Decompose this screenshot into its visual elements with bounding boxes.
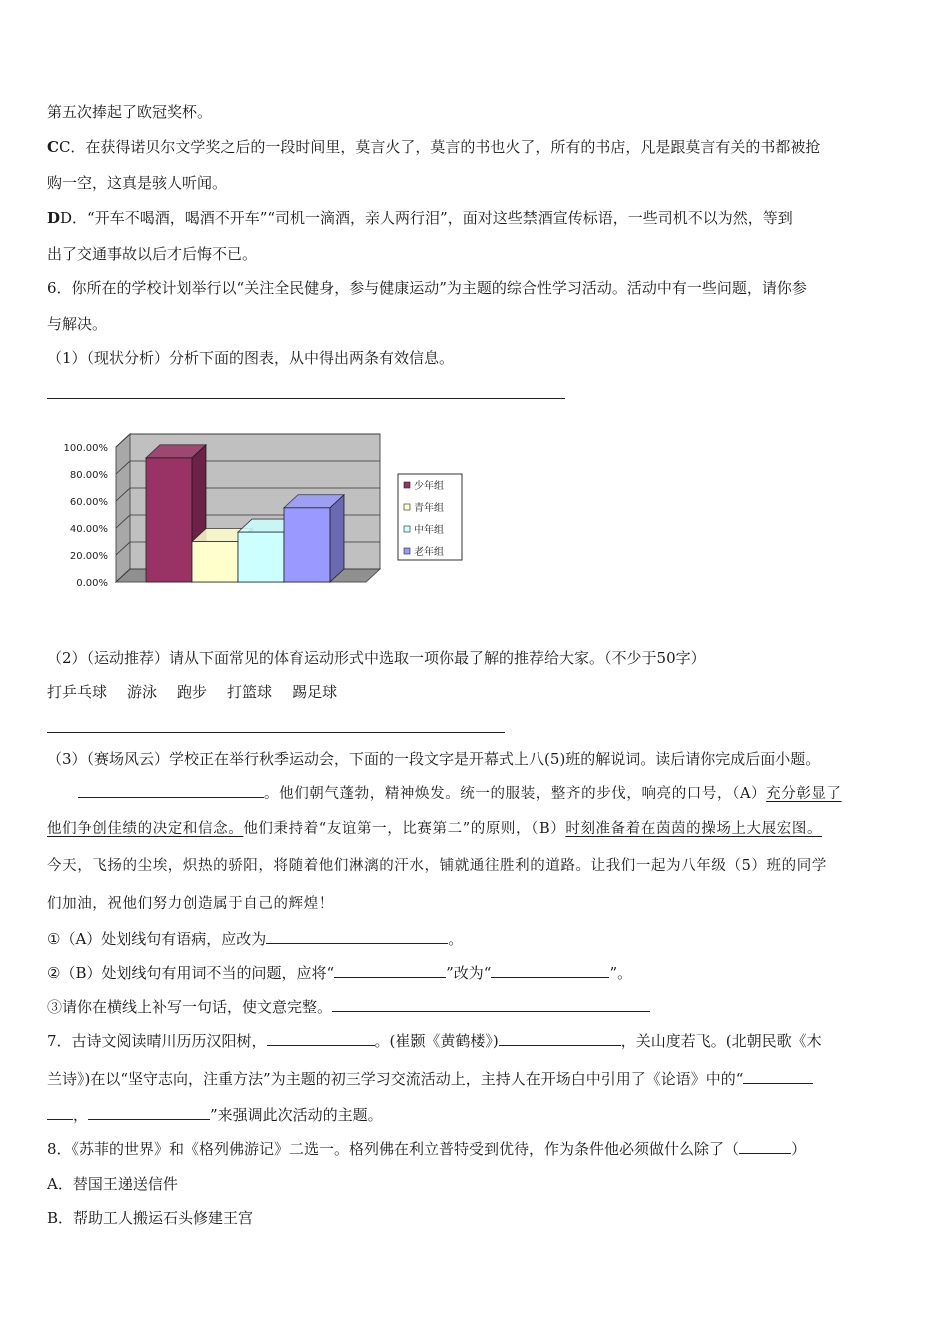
y-tick-label: 100.00% [63, 443, 108, 454]
question-7-line-2 [47, 1068, 813, 1090]
bar-front [192, 542, 238, 583]
sub-question-3-1 [47, 928, 463, 950]
passage-blank[interactable] [78, 783, 264, 798]
bar-front [238, 532, 284, 582]
q-text: ”。 [609, 964, 633, 982]
answer-line-2[interactable] [47, 732, 505, 733]
y-tick-label: 40.00% [69, 524, 108, 535]
y-tick-label: 0.00% [76, 578, 108, 589]
option-d-text: D．“开车不喝酒，喝酒不开车”“司机一滴酒，亲人两行泪”，面对这些禁酒宣传标语，一些司机不以为然，等到 [60, 209, 793, 227]
passage-line-1 [78, 783, 842, 805]
sub-question-2: （2）（运动推荐）请从下面常见的体育运动形式中选取一项你最了解的推荐给大家。（不少于50字） [47, 649, 706, 667]
option-c: CC．在获得诺贝尔文学奖之后的一段时间里，莫言火了，莫言的书也火了，所有的书店，凡是跟莫言有关的书都被抢 [47, 138, 821, 156]
answer-blank[interactable] [491, 963, 609, 978]
answer-blank[interactable] [266, 929, 448, 944]
sport-option: 游泳 [127, 683, 158, 701]
sport-options [47, 681, 357, 703]
bar-chart [40, 420, 480, 600]
q-text: 兰诗》)在以“坚守志向，注重方法”为主题的初三学习交流活动上，主持人在开场白中引用了《论语》中的“ [47, 1070, 744, 1088]
option-d-continuation: 出了交通事故以后才后悔不已。 [47, 245, 258, 263]
legend-swatch [404, 526, 410, 532]
underlined-sentence-b: 时刻准备着在茵茵的操场上大展宏图。 [565, 821, 823, 837]
sport-option: 踢足球 [292, 683, 338, 701]
answer-blank[interactable] [267, 1031, 375, 1046]
q-text: ③请你在横线上补写一句话，使文意完整。 [47, 998, 333, 1016]
y-tick-label: 60.00% [69, 497, 108, 508]
legend-label: 少年组 [414, 481, 444, 492]
question-7 [47, 1030, 822, 1052]
legend-swatch [404, 482, 410, 488]
legend-swatch [404, 504, 410, 510]
answer-blank[interactable] [88, 1105, 210, 1120]
sport-option: 跑步 [177, 683, 208, 701]
passage-text: 。他们朝气蓬勃，精神焕发。统一的服装，整齐的步伐，响亮的口号，（A） [264, 786, 767, 802]
sport-option: 打篮球 [227, 683, 273, 701]
q-text: ，关山度若飞。(北朝民歌《木 [620, 1032, 822, 1050]
passage-text: 他们秉持着“友谊第一，比赛第二”的原则，（B） [243, 821, 566, 837]
legend-label: 老年组 [414, 547, 444, 558]
answer-blank[interactable] [739, 1139, 791, 1154]
option-d: DD．“开车不喝酒，喝酒不开车”“司机一滴酒，亲人两行泪”，面对这些禁酒宣传标语，一些司机不以为然，等到 [47, 209, 793, 227]
option-c-continuation: 购一空，这真是骇人听闻。 [47, 174, 228, 192]
q-text: 。 [448, 930, 464, 948]
bar-front [146, 458, 192, 582]
q-text: 。(崔颢《黄鹤楼》) [374, 1032, 499, 1050]
answer-blank[interactable] [47, 1105, 73, 1120]
q-text: 7．古诗文阅读晴川历历汉阳树， [47, 1032, 267, 1050]
y-tick-label: 20.00% [69, 551, 108, 562]
legend-label: 中年组 [414, 525, 444, 536]
passage-line-4: 们加油，祝他们努力创造属于自己的辉煌！ [47, 896, 334, 912]
q-text: ”来强调此次活动的主题。 [210, 1106, 383, 1124]
bar [284, 495, 344, 582]
bar-front [284, 508, 330, 582]
answer-blank[interactable] [743, 1069, 813, 1084]
q-text: ②（B）处划线句有用词不当的问题，应将“ [47, 964, 335, 982]
y-tick-label: 80.00% [69, 470, 108, 481]
answer-blank[interactable] [332, 997, 650, 1012]
passage-line-3: 今天，飞扬的尘埃，炽热的骄阳，将随着他们淋漓的汗水，铺就通往胜利的道路。让我们一起为八年级（5）班的同学 [47, 858, 827, 874]
q-text: ） [791, 1140, 807, 1158]
option-c-text: C．在获得诺贝尔文学奖之后的一段时间里，莫言火了，莫言的书也火了，所有的书店，凡是跟莫言有关的书都被抢 [58, 138, 821, 156]
option-8b[interactable]: B．帮助工人搬运石头修建王宫 [47, 1209, 254, 1227]
q-text: ”改为“ [446, 964, 492, 982]
option-b-continuation: 第五次捧起了欧冠奖杯。 [47, 103, 213, 121]
q-text: 8．《苏菲的世界》和《格列佛游记》二选一。格列佛在利立普特受到优待，作为条件他必须做什么除了（ [47, 1140, 740, 1158]
chart-side-wall [116, 434, 130, 582]
q-text: ， [73, 1106, 89, 1124]
sport-option: 打乒乓球 [47, 683, 108, 701]
legend-swatch [404, 548, 410, 554]
sub-question-3-2 [47, 962, 632, 984]
answer-line-1[interactable] [47, 398, 565, 399]
question-6: 6．你所在的学校计划举行以“关注全民健身，参与健康运动”为主题的综合性学习活动。活动中有一些问题，请你参 [47, 279, 807, 297]
bar-side-shade [330, 495, 344, 582]
sub-question-3: （3）（赛场风云）学校正在举行秋季运动会，下面的一段文字是开幕式上八(5)班的解说词。读后请你完成后面小题。 [47, 750, 821, 768]
option-8a[interactable]: A．替国王递送信件 [47, 1175, 178, 1193]
sub-question-1: （1）（现状分析）分析下面的图表，从中得出两条有效信息。 [47, 349, 455, 367]
question-7-line-3 [47, 1104, 383, 1126]
underlined-sentence-a: 充分彰显了 [766, 786, 842, 802]
answer-blank[interactable] [499, 1031, 621, 1046]
q-text: ①（A）处划线句有语病，应改为 [47, 930, 267, 948]
underlined-sentence-a-cont: 他们争创佳绩的决定和信念。 [47, 821, 244, 837]
answer-blank[interactable] [334, 963, 446, 978]
question-8 [47, 1138, 806, 1160]
legend-label: 青年组 [414, 503, 444, 514]
passage-line-2 [47, 818, 822, 840]
question-6-continuation: 与解决。 [47, 315, 108, 333]
sub-question-3-3 [47, 996, 650, 1018]
